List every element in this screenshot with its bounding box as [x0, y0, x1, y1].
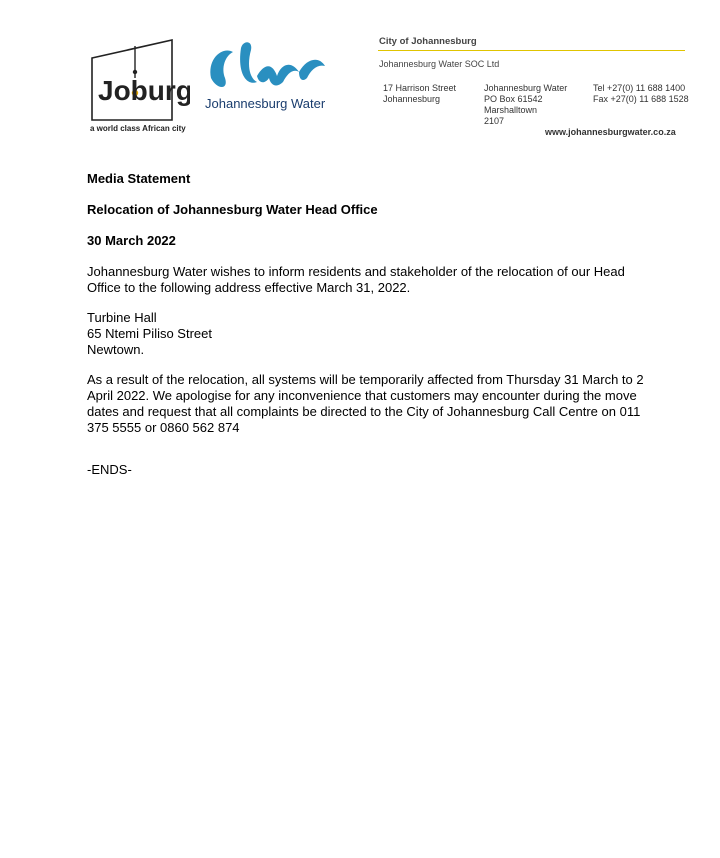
website-link[interactable]: www.johannesburgwater.co.za: [545, 127, 676, 137]
telephone: Tel +27(0) 11 688 1400: [593, 83, 686, 93]
statement-date: 30 March 2022: [87, 233, 176, 248]
physical-address-line: 17 Harrison Street: [383, 83, 457, 93]
new-address: [87, 310, 212, 358]
city-name: City of Johannesburg: [379, 36, 477, 47]
new-address-line: 65 Ntemi Piliso Street: [87, 326, 212, 341]
statement-title: Relocation of Johannesburg Water Head Office: [87, 202, 378, 217]
intro-paragraph: Johannesburg Water wishes to inform residents and stakeholder of the relocation of our Head Office to the following address effective March 31, 2022.: [87, 264, 625, 295]
ends-marker: -ENDS-: [87, 462, 132, 477]
postal-address-line: Marshalltown: [484, 105, 538, 115]
joburg-logo-text: Joburg: [98, 75, 190, 106]
physical-address-line: Johannesburg: [383, 94, 441, 104]
fax: Fax +27(0) 11 688 1528: [593, 94, 689, 104]
new-address-line: Turbine Hall: [87, 310, 157, 325]
company-name: Johannesburg Water SOC Ltd: [379, 59, 500, 69]
johannesburg-water-caption: Johannesburg Water: [205, 96, 326, 111]
contact-numbers: [593, 83, 689, 105]
postal-address: [484, 83, 567, 127]
joburg-tagline: a world class African city: [90, 124, 186, 133]
header-divider: [378, 50, 685, 51]
impact-paragraph: As a result of the relocation, all systems will be temporarily affected from Thursday 31 March to 2 April 2022. We apologise for any inconvenience that customers may encounter during the move dates and request that all complaints be directed to the City of Johannesburg Call Centre on 011 375 5555 or 0860 562 874: [87, 372, 644, 435]
postal-address-line: 2107: [484, 116, 505, 126]
physical-address: [383, 83, 456, 105]
postal-address-line: Johannesburg Water: [484, 83, 568, 93]
postal-address-line: PO Box 61542: [484, 94, 543, 104]
joburg-logo: [90, 38, 190, 124]
new-address-line: Newtown.: [87, 342, 145, 357]
statement-type: Media Statement: [87, 171, 191, 186]
